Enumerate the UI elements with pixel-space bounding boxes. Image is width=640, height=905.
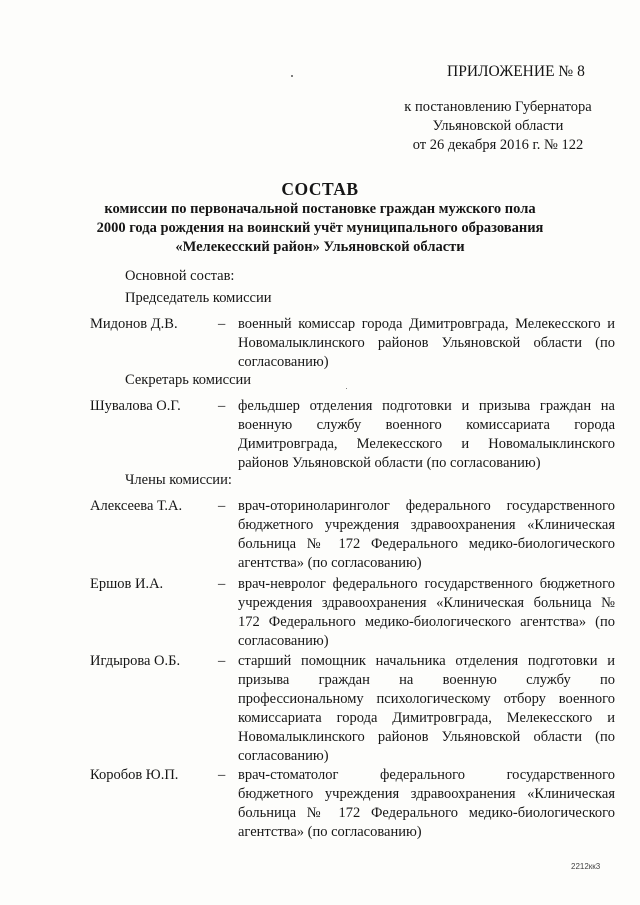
decree-line-2: Ульяновской области	[432, 118, 564, 134]
dash-separator: –	[218, 498, 226, 514]
member-name: Коробов Ю.П.	[90, 767, 179, 783]
footer-code: 2212кк3	[571, 862, 601, 871]
member-name: Шувалова О.Г.	[90, 398, 181, 414]
member-entry	[90, 652, 615, 766]
scan-speck	[291, 75, 293, 77]
decree-line-3: от 26 декабря 2016 г. № 122	[412, 137, 584, 153]
member-role: врач-невролог федерального государственного бюджетного учреждения здравоохранения «Клиническая больница № 172 Федерального медико-биологического агентства» (по согласованию)	[238, 576, 615, 649]
member-name: Мидонов Д.В.	[90, 316, 178, 332]
main-composition-label: Основной состав:	[125, 268, 235, 284]
member-entry	[90, 575, 615, 651]
decree-reference	[400, 98, 596, 155]
title-main: СОСТАВ	[281, 179, 359, 199]
dash-separator: –	[218, 398, 226, 414]
member-role: старший помощник начальника отделения подготовки и призыва граждан на военную службу по профессиональному психологическому отбору военного комиссариата города Димитровграда, Мелекесского и Новомалыклинского районов Ульяновской области (по согласованию)	[238, 653, 615, 764]
dash-separator: –	[218, 316, 226, 332]
decree-line-1: к постановлению Губернатора	[404, 99, 592, 115]
member-entry	[90, 497, 615, 573]
member-entry	[90, 315, 615, 372]
member-name: Ершов И.А.	[90, 576, 164, 592]
member-role: врач-оториноларинголог федерального государственного бюджетного учреждения здравоохранения «Клиническая больница № 172 Федерального медико-биологического агентства» (по согласованию)	[238, 498, 615, 571]
member-role: военный комиссар города Димитровграда, Мелекесского и Новомалыклинского районов Ульяновской области (по согласованию)	[238, 316, 615, 370]
member-entry	[90, 397, 615, 473]
document-title	[0, 178, 640, 257]
member-role: фельдшер отделения подготовки и призыва граждан на военную службу военного комиссариата города Димитровграда, Мелекесского и Новомалыклинского районов Ульяновской области (по согласованию)	[238, 398, 615, 471]
chairman-label: Председатель комиссии	[125, 290, 272, 306]
dash-separator: –	[218, 576, 226, 592]
title-line-1: комиссии по первоначальной постановке граждан мужского пола	[104, 201, 536, 217]
members-label: Члены комиссии:	[125, 472, 232, 488]
title-line-3: «Мелекесский район» Ульяновской области	[175, 239, 465, 255]
appendix-number: ПРИЛОЖЕНИЕ № 8	[447, 63, 585, 80]
dash-separator: –	[218, 653, 226, 669]
title-line-2: 2000 года рождения на воинский учёт муниципального образования	[96, 220, 544, 236]
member-role: врач-стоматолог федерального государственного бюджетного учреждения здравоохранения «Клиническая больница № 172 Федерального медико-биологического агентства» (по согласованию)	[238, 767, 615, 840]
secretary-label: Секретарь комиссии	[125, 372, 252, 388]
member-entry	[90, 766, 615, 842]
member-name: Игдырова О.Б.	[90, 653, 181, 669]
member-name: Алексеева Т.А.	[90, 498, 183, 514]
scan-speck	[346, 388, 347, 389]
dash-separator: –	[218, 767, 226, 783]
